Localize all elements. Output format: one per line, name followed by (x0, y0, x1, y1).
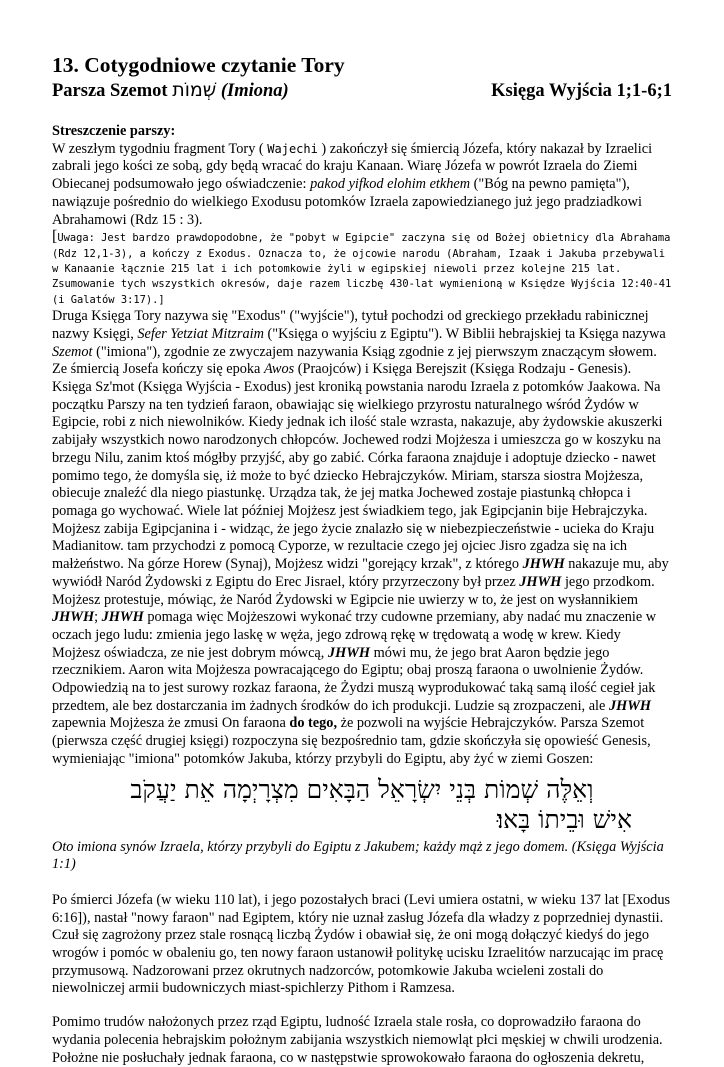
verse-translation: Oto imiona synów Izraela, którzy przybyli do Egiptu z Jakubem; każdy mąż z jego domem. (Księga Wyjścia 1:1) (52, 838, 664, 873)
text-span: ("imiona"), zgodnie ze zwyczajem nazywania Ksiąg zgodnie z jej pierwszym znaczącym słowem. Ze śmiercią Josefa kończy się epoka (52, 343, 657, 378)
divine-name: JHWH (608, 697, 652, 714)
szemot-term: Szemot (52, 343, 93, 360)
awos-term: Awos (263, 361, 295, 378)
text-span: zapewnia Mojżesza że zmusi On faraona (52, 715, 290, 732)
summary-paragraph-1 (52, 141, 672, 230)
parsha-hebrew-name: שְׁמוֹת (172, 79, 217, 101)
parsha-title (52, 78, 289, 103)
text-span: że pozwoli na wyjście Hebrajczyków. Parsza Szemot (pierwsza część drugiej księgi) rozpoczyna się bezpośrednio tam, gdzie skończyła się opowieść Genesis, wymieniając "imiona" potomków Jakuba, którzy przybyli do Egiptu, aby żyć w ziemi Goszen: (52, 715, 651, 767)
text-span: ; (94, 609, 102, 626)
hebrew-verse (52, 775, 672, 835)
paragraph-gap (52, 998, 672, 1014)
bold-phrase: do tego, (289, 715, 338, 732)
text-span: Druga Księga Tory nazywa się "Exodus" ("wyjście"), tytuł pochodzi od greckiego przekładu rabinicznej nazwy Księgi, (52, 308, 649, 342)
text-span: (Praojców) i Księga Berejszit (Księga Rodzaju - Genesis). Księga Sz'mot (Księga Wyjścia - Exodus) jest kroniką powstania narodu Izraela z potomków Jaakowa. Na początku Parszy na ten tydzień faraon, obawiając się wielkiego przyrostu naturalnego wśród Żydów w Egipcie, robi z nich niewolników. Kiedy jednak ich ilość stale wzrasta, nakazuje, aby żydowskie akuszerki zabijały wszystkich nowo narodzonych chłopców. Jochewed rodzi Mojżesza i umieszcza go w koszyku na brzegu Nilu, zanim ktoś mógłby przyjść, aby go zabić. Córka faraona znajduje i adoptuje dziecko - nawet pomimo tego, że domyśla się, iż może to być dziecko Hebrajczyków. Miriam, starsza siostra Mojżesza, obiecuje znaleźć dla niego piastunkę. Urządza tak, że jej matka Jochewed zostaje piastunką chłopca i pomaga go wychować. Wiele lat później Mojżesz jest świadkiem tego, jak Egipcjanin bije Hebrajczyka. Mojżesz zabija Egipcjanina i - widząc, że jego życie znalazło się w niebezpieczeństwie - ucieka do Kraju Madianitow. tam przychodzi z pomocą Cyporze, w rezultacie czego jej ojciec Jisro zgadza się na ich małżeństwo. Na górze Horew (Synaj), Mojżesz widzi "gorejący krzak", z którego (52, 361, 663, 573)
summary-paragraph-2 (52, 308, 672, 768)
hebrew-verse-line-2: אִישׁ וּבֵיתוֹ בָּאוּ׃ (496, 804, 632, 834)
divine-name: JHWH (101, 609, 144, 626)
divine-name: JHWH (519, 573, 562, 590)
divine-name: JHWH (52, 609, 95, 626)
page-title: 13. Cotygodniowe czytanie Tory (52, 53, 345, 77)
note-text: Uwaga: Jest bardzo prawdopodobne, że "pobyt w Egipcie" zaczyna się od Bożej obietnicy dla Abrahama (Rdz 12,1-3), a kończy z Exodus. Oznacza to, że ojcowie narodu (Abraham, Izaak i Jakuba przebywali w Kanaanie łącznie 215 lat i ich potomkowie żyli w egipskiej niewoli przez kolejne 215 lat. Zsumowanie tych wszystkich okresów, daje razem liczbę 430-lat wymienioną w Księdze Wyjścia 12:40-41 (i Galatów 3:17).] (52, 232, 672, 306)
text-span: mówi mu, że jego brat Aaron będzie jego rzecznikiem. Aaron wita Mojżesza powracającego do Egiptu; obaj proszą faraona o uwolnienie Żydów. Odpowiedzią na to jest surowy rozkaz faraona, że Żydzi muszą wyprodukować taką samą ilość cegieł jak przedtem, ale bez dostarczania im żadnych środków do ich produkcji. Ludzie są zrozpaczeni, ale (52, 644, 656, 714)
text-span: nakazuje mu, aby wywiódł Naród Żydowski z Egiptu do Erec Jisrael, który przyrzeczony był przez (52, 556, 669, 590)
parsha-heading (52, 78, 672, 103)
parsha-prefix: Parsza Szemot (52, 81, 168, 101)
wajechi-term: Wajechi (267, 141, 318, 156)
text-span: jego przodkom. Mojżesz protestuje, mówiąc, że Naród Żydowski w Egipcie nie uwierzy w to, że jest on wysłannikiem (52, 573, 655, 608)
text-span: ("Księga o wyjściu z Egiptu"). W Biblii hebrajskiej ta Księga nazywa (263, 325, 666, 342)
text-span: pomaga więc Mojżeszowi wykonać trzy cudowne przemiany, aby nadać mu znaczenie w oczach jego ludu: zmienia jego laskę w węża, jego zdrową rękę w trędowatą a wodę w krew. Kiedy Mojżesz oświadcza, ze nie jest dobrym mówcą, (52, 609, 657, 661)
note-block (52, 229, 672, 308)
body-paragraph-3: Po śmierci Józefa (w wieku 110 lat), i jego pozostałych braci (Levi umiera ostatni, w wieku 137 lat [Exodus 6:16]), nastał "nowy faraon" nad Egiptem, który nie uznał zasług Józefa dla władzy z poprzedniej dynastii. Czuł się zagrożony przez stale rosnącą liczbą Żydów i obawiał się, że oni mogą dołączyć kiedyś do jego wrogów i pomóc w obaleniu go, ten nowy faraon ustanowił politykę ucisku Izraelitów narzucając im pracę przymusową. Nadzorowani przez okrutnych nadzorców, potomkowie Jakuba wcieleni zostali do niewolniczej armii budowniczych miast-spichlerzy Pithom i Ramzesa. (52, 891, 671, 997)
divine-name: JHWH (327, 644, 371, 661)
parsha-polish-name: (Imiona) (220, 81, 289, 101)
hebrew-quote-transliteration: pakod yifkod elohim etkhem (310, 176, 471, 193)
body-paragraph-4: Pomimo trudów nałożonych przez rząd Egiptu, ludność Izraela stale rosła, co doprowadziło faraona do wydania polecenia hebrajskim położnym zabijania wszystkich niemowląt płci męskiej w chwili urodzenia. Położne nie posłuchały jednak faraona, co w następstwie sprowokowało faraona do ogłoszenia dekretu, (52, 1014, 663, 1066)
hebrew-verse-line-1: וְאֵלֶּה שְׁמוֹת בְּנֵי יִשְׂרָאֵל הַבָּאִים מִצְרָיְמָה אֵת יַעֲקֹב (130, 774, 594, 804)
text-span: ("Bóg na pewno pamięta"), nawiązuje pośrednio do wielkiego Exodusu potomków Izraela zapowiedzianego już jego pradziadkowi Abrahamowi (Rdz 15 : 3). (52, 176, 642, 228)
sefer-title: Sefer Yetziat Mitzraim (137, 325, 264, 342)
note-bracket: [ (52, 228, 58, 246)
text-span: ) zakończył się śmiercią Józefa, który nakazał by Izraelici zabrali jego kości ze sobą, gdy będą wracać do kraju Kanaan. Wiarę Józefa w powrót Izraela do Ziemi Obiecanej podsumowało jego oświadczenie: (52, 140, 653, 193)
text-span: W zeszłym tygodniu fragment Tory ( (52, 140, 268, 157)
book-reference: Księga Wyjścia 1;1-6;1 (491, 81, 672, 101)
divine-name: JHWH (522, 556, 565, 573)
summary-label: Streszczenie parszy: (52, 123, 176, 139)
